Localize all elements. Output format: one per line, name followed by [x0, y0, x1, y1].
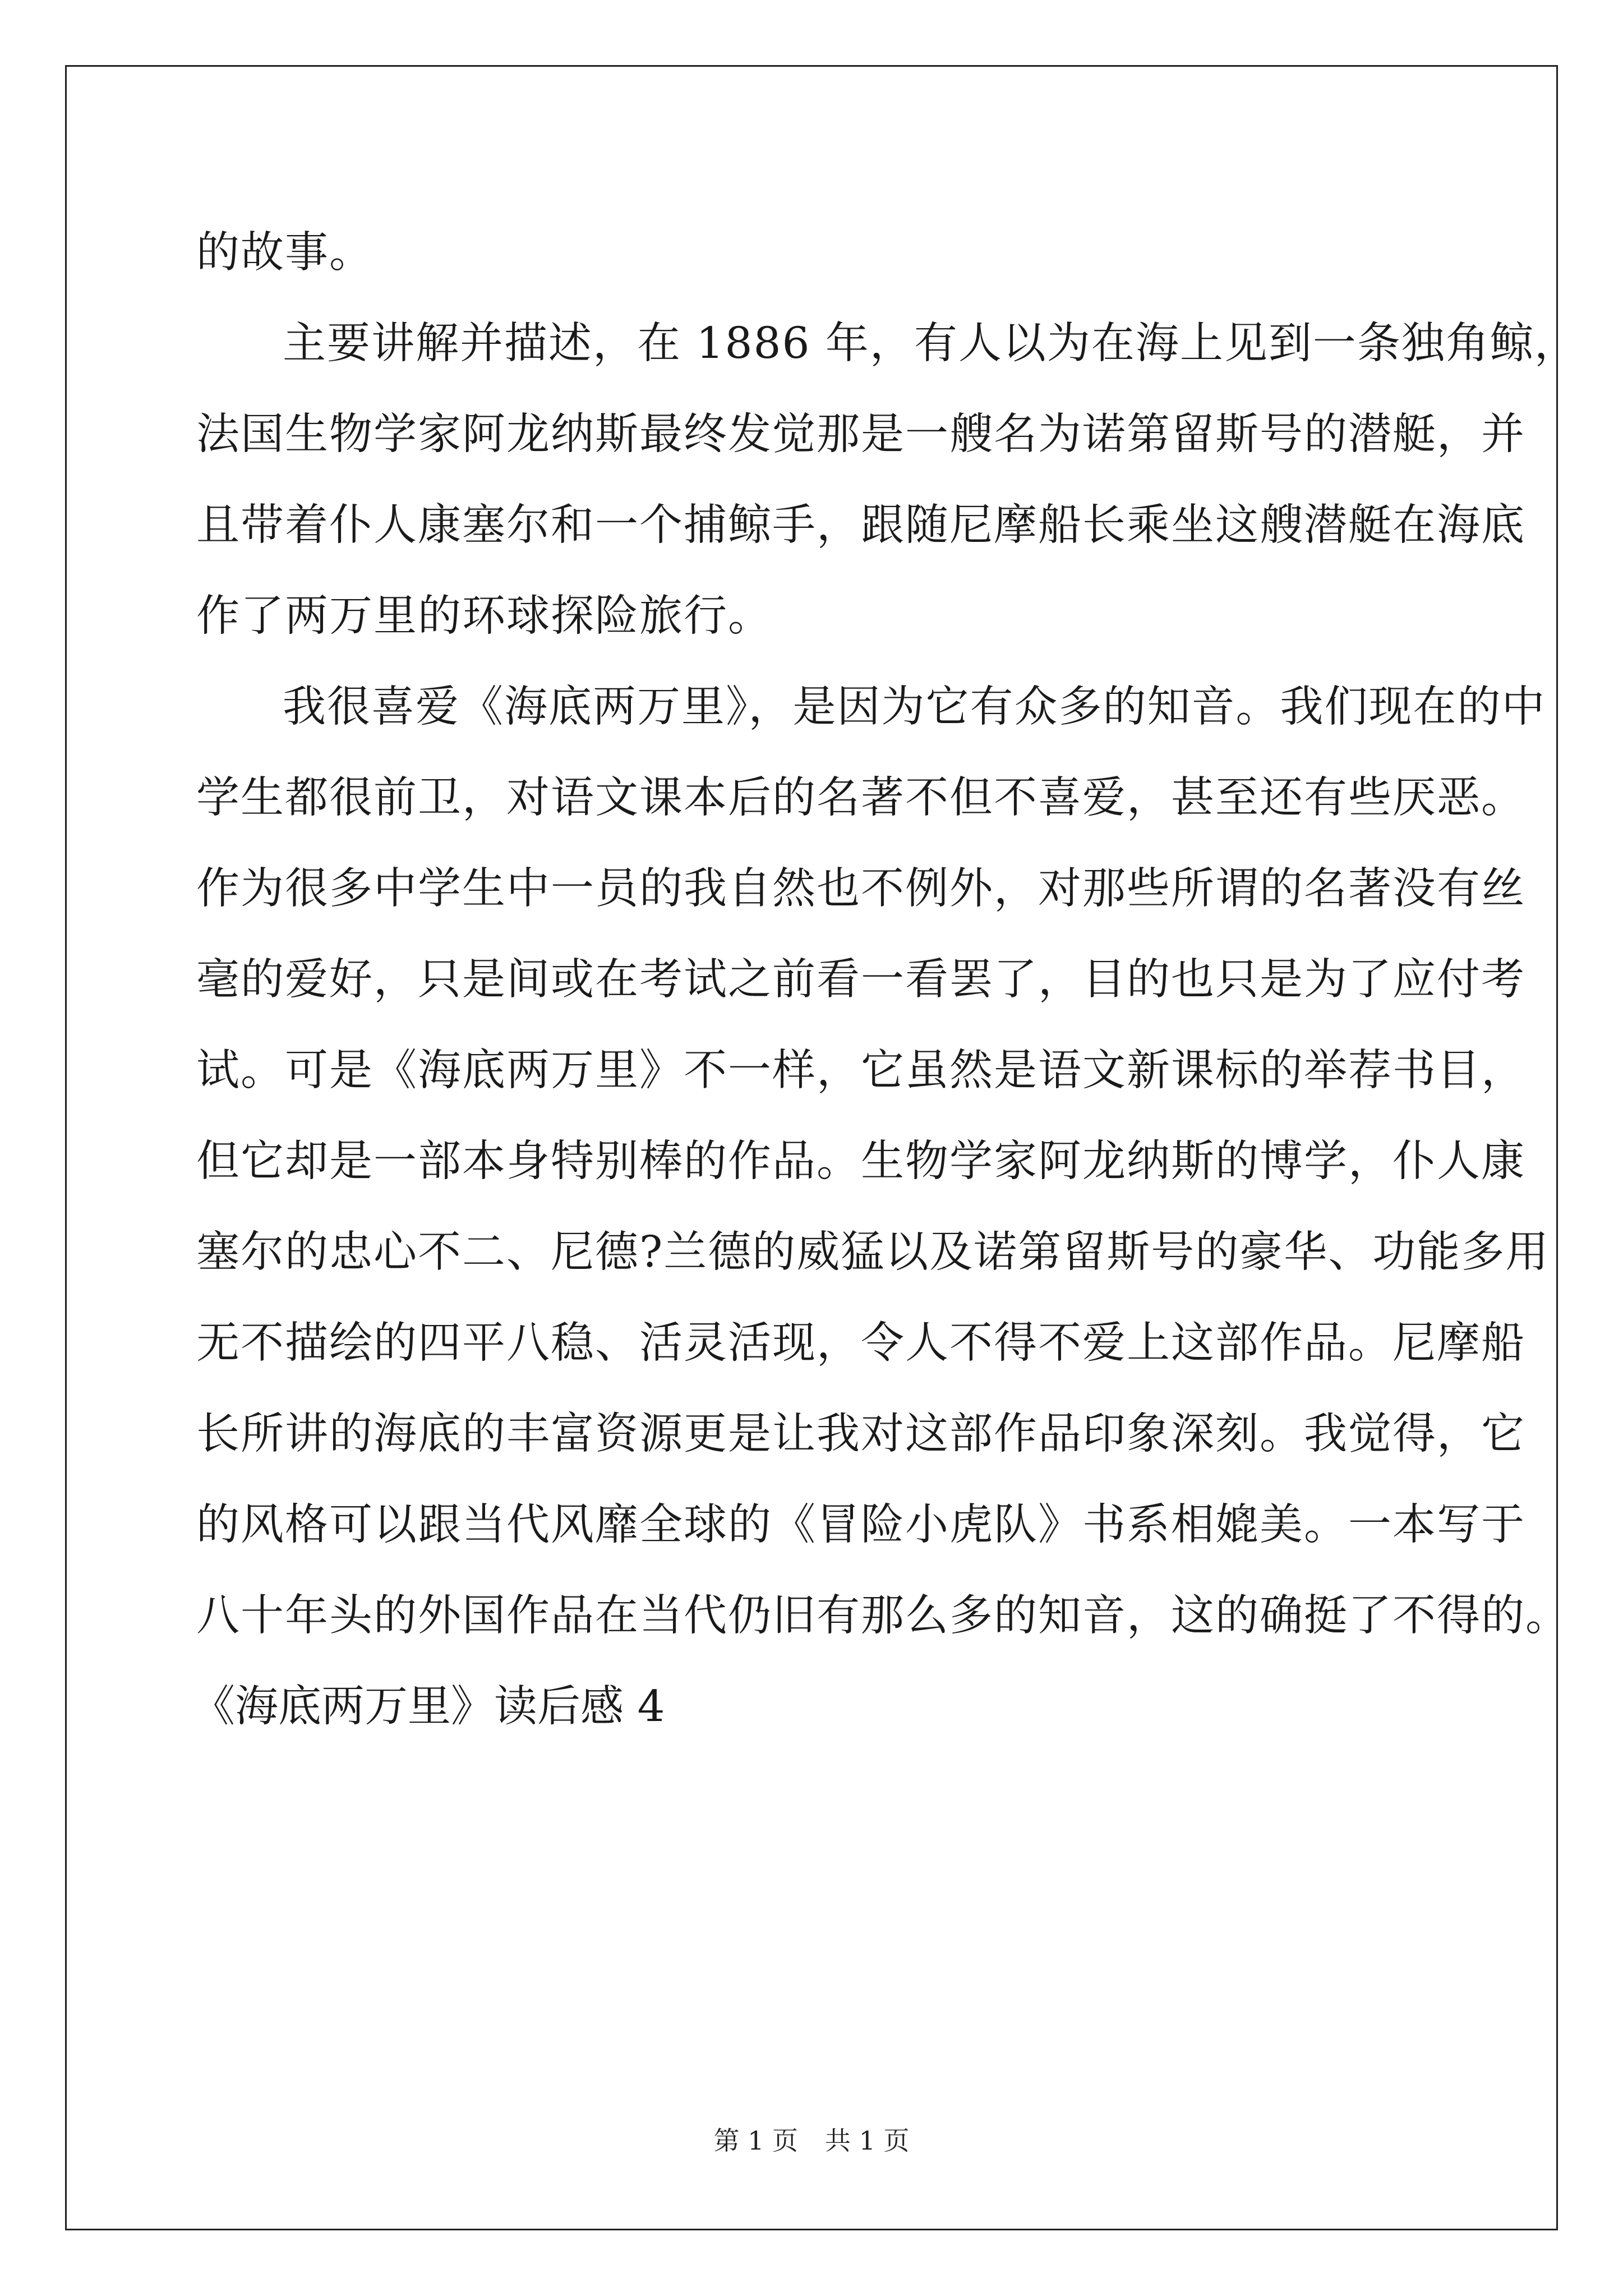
- paragraph-start-line: 我很喜爱《海底两万里》，是因为它有众多的知音。我们现在的中: [283, 682, 1546, 732]
- text-line: 试。可是《海底两万里》不一样，它虽然是语文新课标的举荐书目，: [196, 1046, 1525, 1096]
- document-body: [192, 208, 1579, 1752]
- page-number: 第 1 页: [713, 2125, 798, 2156]
- text-line: 学生都很前卫，对语文课本后的名著不但不喜爱，甚至还有些厌恶。: [196, 773, 1525, 823]
- text-line: 八十年头的外国作品在当代仍旧有那么多的知音，这的确挺了不得的。: [196, 1591, 1570, 1641]
- text-line: 的故事。: [196, 228, 374, 278]
- section-heading: 《海底两万里》读后感 4: [192, 1682, 665, 1732]
- text-line: 的风格可以跟当代风靡全球的《冒险小虎队》书系相媲美。一本写于: [196, 1500, 1525, 1550]
- text-line: 无不描绘的四平八稳、活灵活现，令人不得不爱上这部作品。尼摩船: [196, 1318, 1525, 1368]
- text-line: 法国生物学家阿龙纳斯最终发觉那是一艘名为诺第留斯号的潜艇，并: [196, 409, 1525, 459]
- page-footer: [0, 2120, 1623, 2157]
- page-total: 共 1 页: [825, 2125, 910, 2156]
- text-line: 作了两万里的环球探险旅行。: [196, 591, 772, 641]
- text-line: 且带着仆人康塞尔和一个捕鲸手，跟随尼摩船长乘坐这艘潜艇在海底: [196, 500, 1525, 550]
- text-line: 长所讲的海底的丰富资源更是让我对这部作品印象深刻。我觉得，它: [196, 1409, 1525, 1459]
- text-line: 塞尔的忠心不二、尼德?兰德的威猛以及诺第留斯号的豪华、功能多用: [196, 1227, 1550, 1277]
- paragraph-start-line: 主要讲解并描述，在 1886 年，有人以为在海上见到一条独角鲸，: [283, 319, 1579, 369]
- text-line: 但它却是一部本身特别棒的作品。生物学家阿龙纳斯的博学，仆人康: [196, 1137, 1525, 1186]
- text-line: 作为很多中学生中一员的我自然也不例外，对那些所谓的名著没有丝: [196, 864, 1525, 914]
- text-line: 毫的爱好，只是间或在考试之前看一看罢了，目的也只是为了应付考: [196, 955, 1525, 1005]
